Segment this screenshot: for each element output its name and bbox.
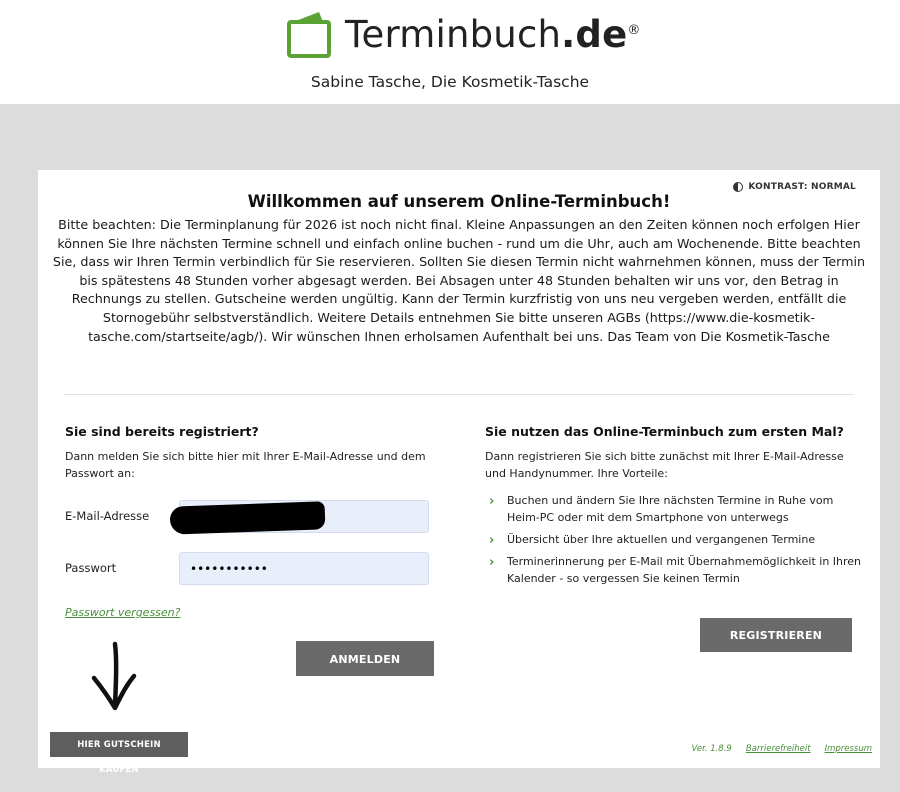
forgot-password-link[interactable]: Passwort vergessen?: [65, 606, 181, 619]
login-instructions: Dann melden Sie sich bitte hier mit Ihrer E-Mail-Adresse und dem Passwort an:: [65, 450, 426, 480]
benefits-list: [485, 492, 865, 587]
logo-text: Terminbuch.de®: [345, 13, 641, 56]
password-label: Passwort: [65, 561, 117, 575]
chevron-right-icon: ›: [489, 555, 495, 570]
imprint-link[interactable]: Impressum: [824, 744, 872, 754]
list-item: › Buchen und ändern Sie Ihre nächsten Termine in Ruhe vom Heim-PC oder mit dem Smartphone von unterwegs: [489, 494, 834, 524]
register-button[interactable]: REGISTRIEREN: [700, 618, 852, 652]
chevron-right-icon: ›: [489, 494, 495, 509]
hand-drawn-arrow-icon: [84, 640, 144, 715]
contrast-icon: [733, 182, 743, 192]
list-item: › Übersicht über Ihre aktuellen und vergangenen Termine: [489, 533, 816, 548]
login-button[interactable]: ANMELDEN: [296, 641, 434, 676]
login-section: [65, 424, 445, 482]
register-instructions: Dann registrieren Sie sich bitte zunächst mit Ihrer E-Mail-Adresse und Handynummer. Ihre Vorteile:: [485, 450, 844, 480]
list-item: › Terminerinnerung per E-Mail mit Übernahmemöglichkeit in Ihren Kalender - so vergessen Sie keinen Termin: [489, 555, 862, 585]
register-heading: Sie nutzen das Online-Terminbuch zum ersten Mal?: [485, 424, 844, 439]
login-heading: Sie sind bereits registriert?: [65, 424, 259, 439]
password-input[interactable]: [179, 552, 429, 585]
footer-links: [692, 744, 872, 754]
site-header: [0, 0, 900, 104]
chevron-right-icon: ›: [489, 533, 495, 548]
divider: [64, 394, 854, 395]
welcome-text: Bitte beachten: Die Terminplanung für 2026 ist noch nicht final. Kleine Anpassungen an den Zeiten können noch erfolgen Hier können Sie Ihre nächsten Termine schnell und einfach online buchen - rund um die Uhr, auch am Wochenende. Bitte beachten Sie, dass wir Ihren Termin verbindlich für Sie reservieren. Sollten Sie diesen Termin nicht wahrnehmen können, muss der Termin bis spätestens 48 Stunden vorher abgesagt werden. Bei Absagen unter 48 Stunden behalten wir uns vor, den Betrag in Rechnungs zu stellen. Gutscheine werden ungültig. Kann der Termin kurzfristig von uns neu vergeben werden, entfällt die Stornogebühr selbstverständlich. Weitere Details entnehmen Sie bitte unseren AGBs (https://www.die-kosmetik-tasche.com/startseite/agb/). Wir wünschen Ihnen erholsamen Aufenthalt bei uns. Das Team von Die Kosmetik-Tasche: [52, 217, 866, 344]
register-section: [485, 424, 865, 592]
main-card: [38, 170, 880, 775]
accessibility-link[interactable]: Barrierefreiheit: [745, 744, 811, 754]
terminbuch-logo[interactable]: [285, 6, 645, 66]
buy-voucher-button[interactable]: HIER GUTSCHEIN KAUFEN: [50, 732, 188, 757]
version-label: Ver. 1.8.9: [691, 744, 732, 754]
business-name: Sabine Tasche, Die Kosmetik-Tasche: [310, 73, 590, 91]
contrast-label: KONTRAST: NORMAL: [748, 182, 856, 192]
welcome-title: Willkommen auf unserem Online-Terminbuch!: [247, 192, 671, 211]
calendar-book-icon: [285, 10, 335, 60]
contrast-toggle[interactable]: [733, 182, 856, 192]
email-label: E-Mail-Adresse: [65, 509, 150, 523]
redaction-mark: [170, 501, 326, 534]
